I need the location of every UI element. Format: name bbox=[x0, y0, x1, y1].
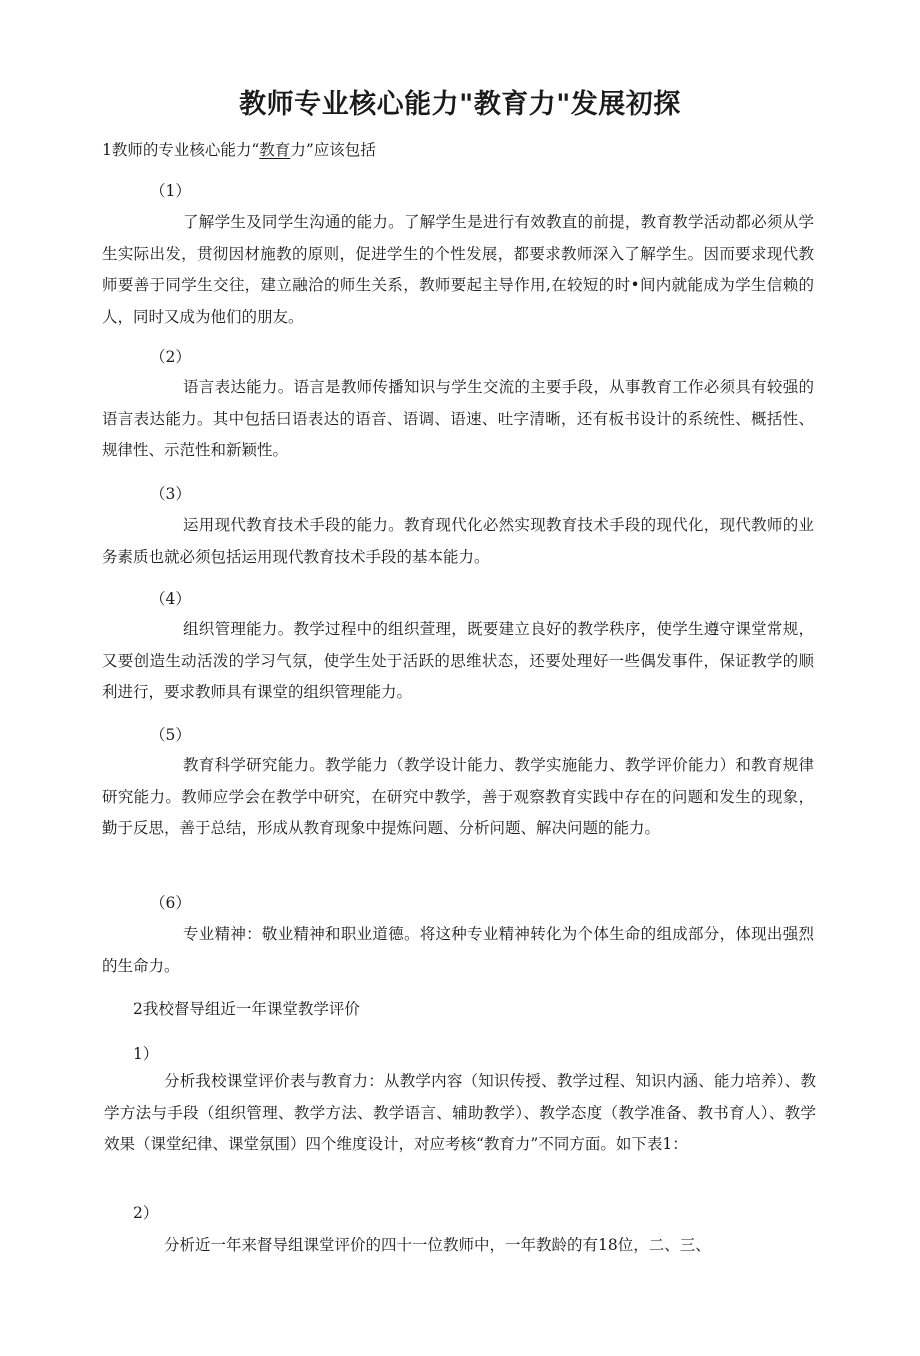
item-paragraph-3: 运用现代教育技术手段的能力。教育现代化必然实现教育技术手段的现代化，现代教师的业务素质也就必须包括运用现代教育技术手段的基本能力。 bbox=[102, 516, 814, 566]
item-marker-6: （6） bbox=[150, 894, 191, 912]
document-title: 教师专业核心能力"教育力"发展初探 bbox=[239, 89, 681, 120]
section-1-heading bbox=[102, 140, 376, 160]
item-marker-2: （2） bbox=[150, 348, 191, 366]
section-2-marker-1: 1） bbox=[133, 1045, 159, 1063]
section-1-heading-underlined: 教育 bbox=[259, 141, 291, 159]
section-1-heading-prefix: 1教师的专业核心能力“ bbox=[102, 141, 260, 159]
item-paragraph-4: 组织管理能力。教学过程中的组织萱理，既要建立良好的教学秩序，使学生遵守课堂常规，又要创造生动活泼的学习气氛，使学生处于活跃的思维状态，还要处理好一些偶发事件，保证教学的顺利进行，要求教师具有课堂的组织管理能力。 bbox=[102, 620, 814, 701]
item-paragraph-2: 语言表达能力。语言是教师传播知识与学生交流的主要手段，从事教育工作必须具有较强的语言表达能力。其中包括曰语表达的语音、语调、语速、吐字清晰，还有板书设计的系统性、概括性、规律性、示范性和新颖性。 bbox=[102, 378, 814, 459]
item-paragraph-1: 了解学生及同学生沟通的能力。了解学生是进行有效教直的前提，教育教学活动都必须从学生实际出发，贯彻因材施教的原则，促进学生的个性发展，都要求教师深入了解学生。因而要求现代教师要善于同学生交往，建立融洽的师生关系，教师要起主导作用,在较短的时•间内就能成为学生信赖的人，同时又成为他们的朋友。 bbox=[102, 213, 814, 326]
item-marker-4: （4） bbox=[150, 590, 191, 608]
item-paragraph-6: 专业精神：敬业精神和职业道德。将这种专业精神转化为个体生命的组成部分，体现出强烈的生命力。 bbox=[102, 925, 814, 975]
item-marker-5: （5） bbox=[150, 726, 191, 744]
item-marker-3: （3） bbox=[150, 485, 191, 503]
section-1-heading-suffix: 力”应该包括 bbox=[290, 141, 376, 159]
section-2-marker-2: 2） bbox=[133, 1204, 159, 1222]
section-2-heading: 2我校督导组近一年课堂教学评价 bbox=[133, 1000, 360, 1018]
section-2-paragraph-2: 分析近一年来督导组课堂评价的四十一位教师中，一年教龄的有18位，二、三、 bbox=[164, 1236, 711, 1254]
item-marker-1: （1） bbox=[150, 182, 191, 200]
item-paragraph-5: 教育科学研究能力。教学能力（教学设计能力、教学实施能力、教学评价能力）和教育规律研究能力。教师应学会在教学中研究，在研究中教学，善于观察教育实践中存在的问题和发生的现象，勤于反思，善于总结，形成从教育现象中提炼问题、分析问题、解决问题的能力。 bbox=[102, 756, 814, 837]
section-2-paragraph-1: 分析我校课堂评价表与教育力：从教学内容（知识传授、教学过程、知识内涵、能力培养）、教学方法与手段（组织管理、教学方法、教学语言、辅助教学）、教学态度（教学准备、教书育人）、教学效果（课堂纪律、课堂氛围）四个维度设计，对应考核“教育力”不同方面。如下表1： bbox=[104, 1072, 816, 1153]
